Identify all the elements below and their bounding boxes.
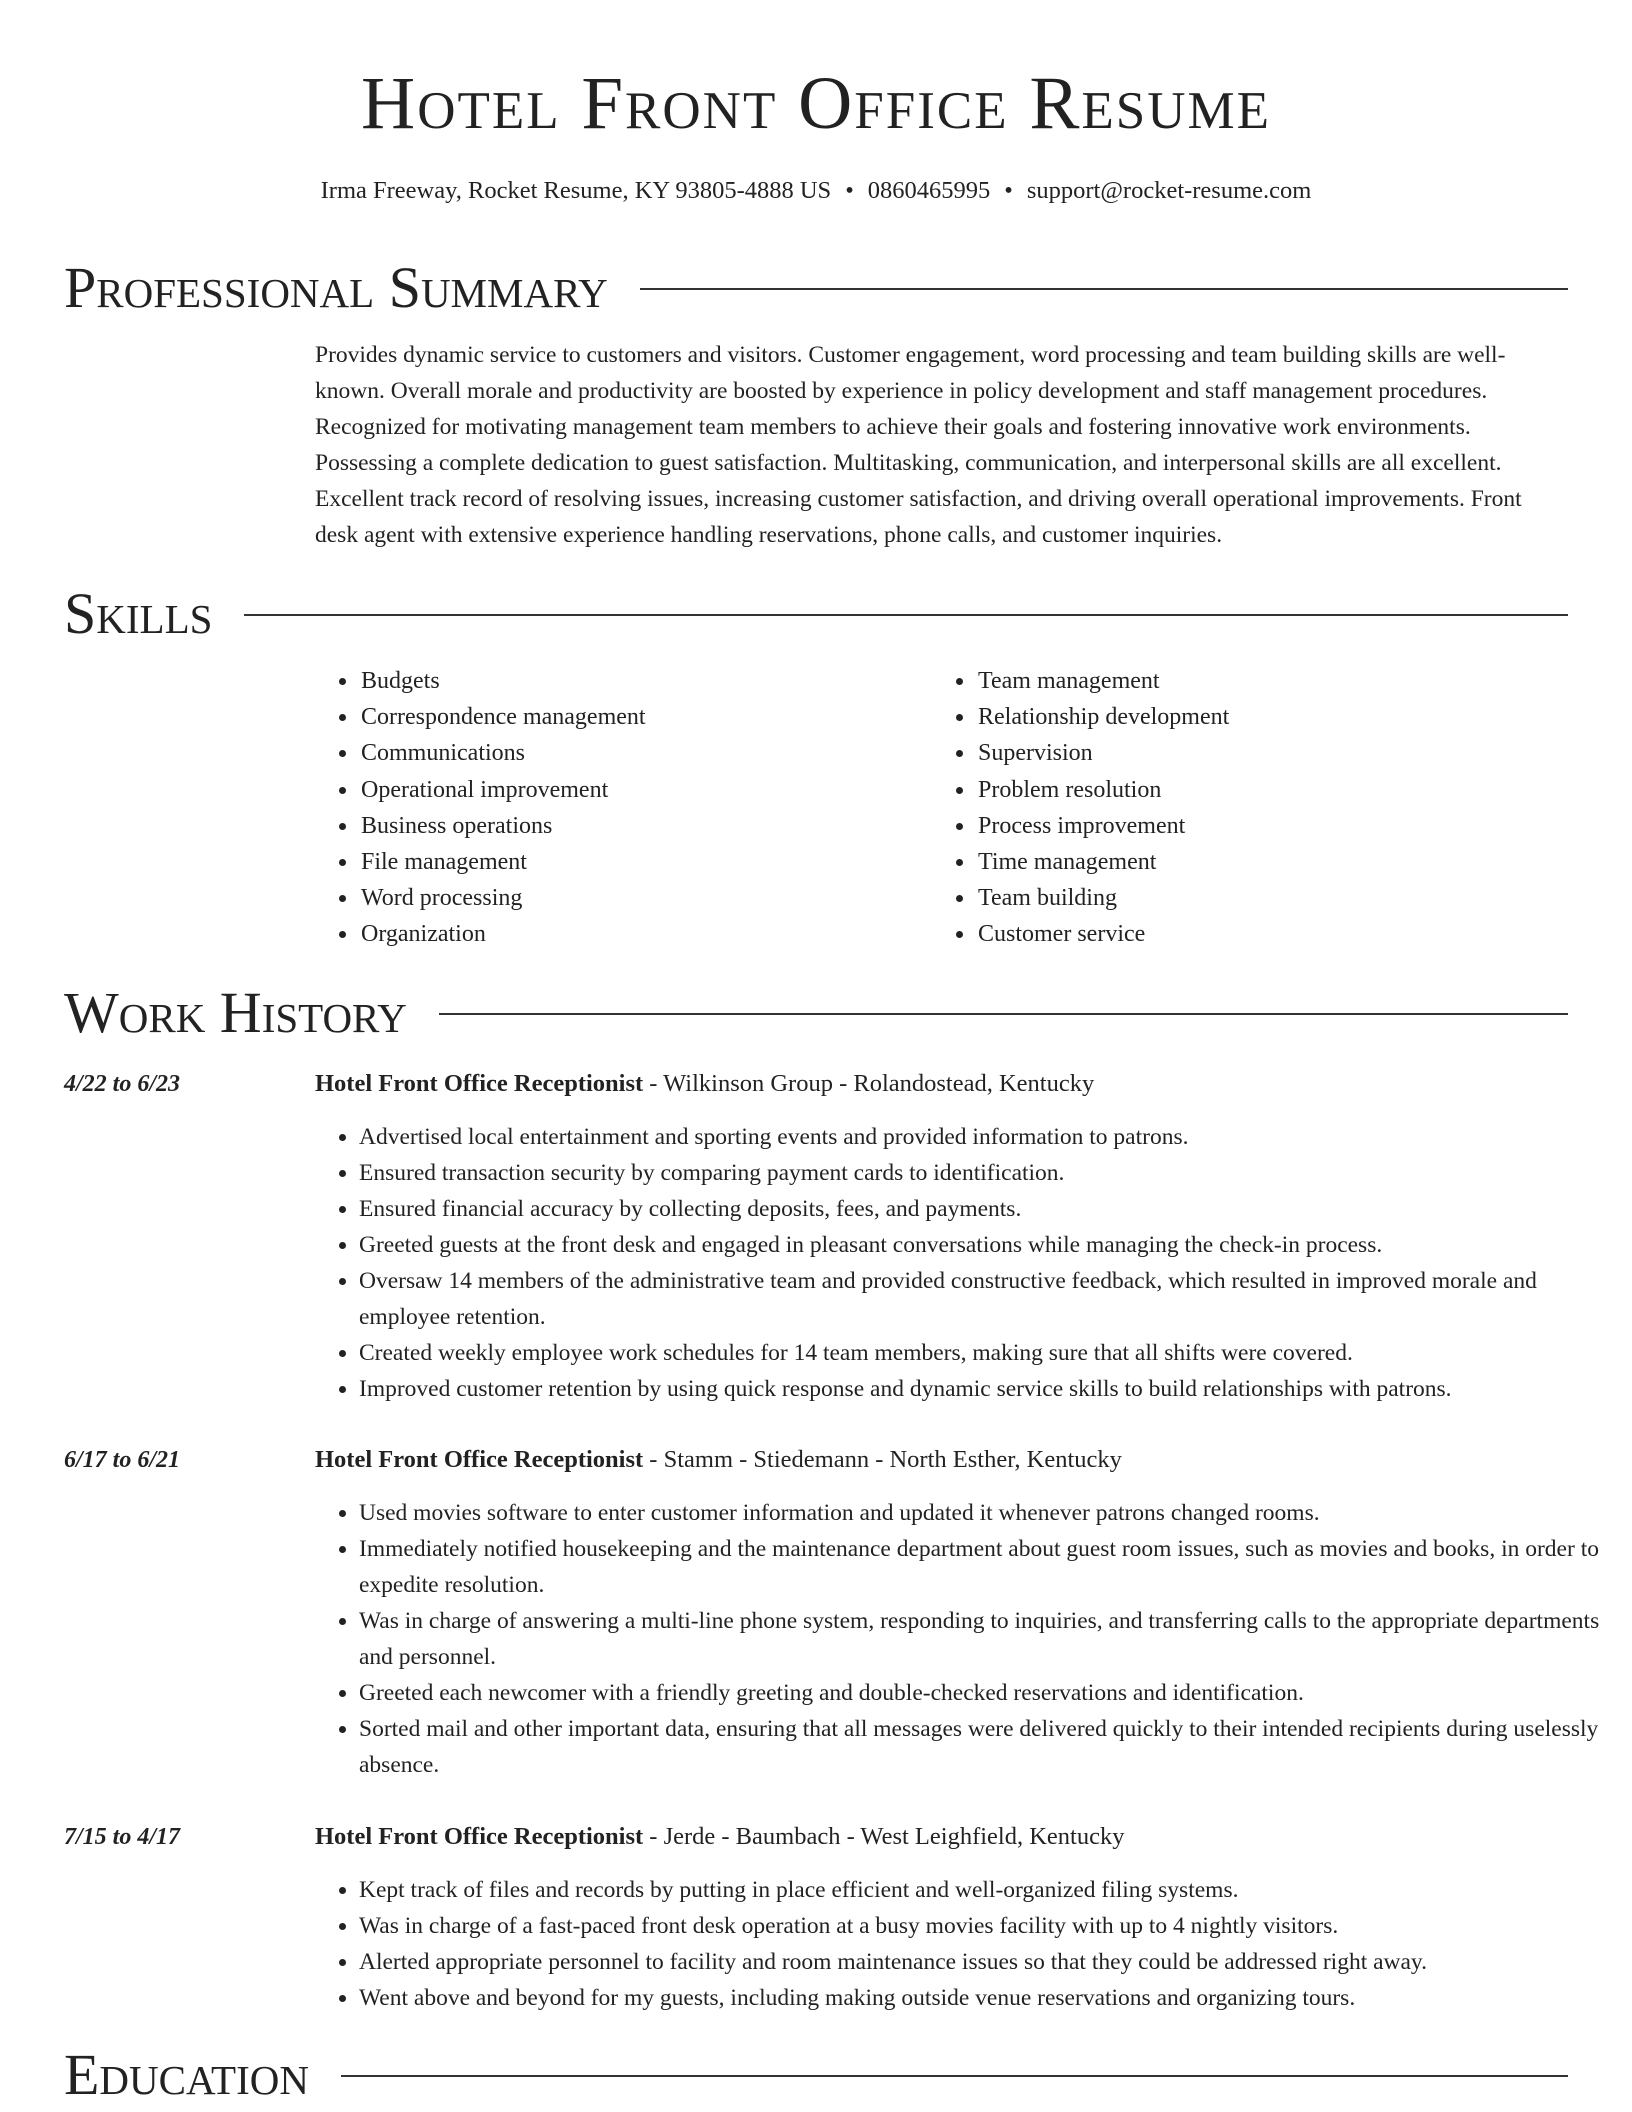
skill-item: • Problem resolution bbox=[976, 772, 1576, 808]
skill-item: • Operational improvement bbox=[359, 772, 919, 808]
section-rule bbox=[341, 2075, 1568, 2077]
section-header-skills bbox=[64, 582, 1568, 646]
section-header-summary bbox=[64, 256, 1568, 320]
job-dates: 7/15 to 4/17 bbox=[64, 1824, 181, 1850]
skill-item: • Supervision bbox=[976, 735, 1576, 771]
section-title: Work History bbox=[64, 980, 407, 1045]
section-rule bbox=[640, 288, 1568, 290]
skill-item: • Time management bbox=[976, 844, 1576, 880]
skills-list-left bbox=[315, 663, 919, 953]
job-bullet: • Greeted each newcomer with a friendly greeting and double-checked reservations and identification. bbox=[359, 1675, 1612, 1711]
job-bullet: • Was in charge of a fast-paced front desk operation at a busy movies facility with up to 4 nightly visitors. bbox=[359, 1908, 1612, 1944]
page-title: Hotel Front Office Resume bbox=[361, 62, 1271, 145]
skill-item: • Budgets bbox=[359, 663, 919, 699]
job-bullet: • Advertised local entertainment and sporting events and provided information to patrons. bbox=[359, 1119, 1612, 1155]
job-bullet: • Greeted guests at the front desk and engaged in pleasant conversations while managing the check-in process. bbox=[359, 1227, 1612, 1263]
section-header-education bbox=[64, 2043, 1568, 2107]
skill-item: • Relationship development bbox=[976, 699, 1576, 735]
skill-item: • Team management bbox=[976, 663, 1576, 699]
skills-list-right bbox=[932, 663, 1576, 953]
job-heading bbox=[315, 1069, 1094, 1099]
email: support@rocket-resume.com bbox=[1026, 177, 1312, 204]
section-rule bbox=[439, 1013, 1568, 1015]
job-bullet: • Kept track of files and records by putting in place efficient and well-organized filing systems. bbox=[359, 1872, 1612, 1908]
job-bullet: • Went above and beyond for my guests, including making outside venue reservations and organizing tours. bbox=[359, 1980, 1612, 2016]
section-title: Education bbox=[64, 2042, 309, 2107]
job-title: Hotel Front Office Receptionist bbox=[315, 1823, 644, 1850]
skill-item: • Customer service bbox=[976, 916, 1576, 952]
job-bullets bbox=[315, 1495, 1612, 1783]
job-dates: 6/17 to 6/21 bbox=[64, 1447, 181, 1473]
job-bullets bbox=[315, 1872, 1612, 2016]
job-heading bbox=[315, 1822, 1124, 1852]
section-rule bbox=[244, 614, 1568, 616]
skill-item: • Team building bbox=[976, 880, 1576, 916]
summary-text: Provides dynamic service to customers and visitors. Customer engagement, word processing and team building skills are well-known. Overall morale and productivity are boosted by experience in policy development and staff management procedures. Recognized for motivating management team members to achieve their goals and fostering innovative work environments. Possessing a complete dedication to guest satisfaction. Multitasking, communication, and interpersonal skills are all excellent. Excellent track record of resolving issues, increasing customer satisfaction, and driving overall operational improvements. Front desk agent with extensive experience handling reservations, phone calls, and customer inquiries. bbox=[315, 342, 1522, 548]
address: Irma Freeway, Rocket Resume, KY 93805-4888 US bbox=[320, 177, 832, 204]
job-employer: - Jerde - Baumbach - West Leighfield, Kentucky bbox=[643, 1823, 1125, 1850]
job-employer: - Wilkinson Group - Rolandostead, Kentucky bbox=[643, 1070, 1095, 1097]
job-bullet: • Used movies software to enter customer information and updated it whenever patrons changed rooms. bbox=[359, 1495, 1612, 1531]
job-bullet: • Improved customer retention by using quick response and dynamic service skills to build relationships with patrons. bbox=[359, 1371, 1612, 1407]
job-bullet: • Ensured transaction security by comparing payment cards to identification. bbox=[359, 1155, 1612, 1191]
job-bullet: • Created weekly employee work schedules for 14 team members, making sure that all shifts were covered. bbox=[359, 1335, 1612, 1371]
job-employer: - Stamm - Stiedemann - North Esther, Kentucky bbox=[643, 1446, 1122, 1473]
job-bullet: • Ensured financial accuracy by collecting deposits, fees, and payments. bbox=[359, 1191, 1612, 1227]
job-bullet: • Sorted mail and other important data, ensuring that all messages were delivered quickly to their intended recipients during uselessly absence. bbox=[359, 1711, 1612, 1783]
job-title: Hotel Front Office Receptionist bbox=[315, 1446, 644, 1473]
skill-item: • Business operations bbox=[359, 808, 919, 844]
job-bullet: • Immediately notified housekeeping and the maintenance department about guest room issues, such as movies and books, in order to expedite resolution. bbox=[359, 1531, 1612, 1603]
phone: 0860465995 bbox=[867, 177, 991, 204]
skill-item: • Word processing bbox=[359, 880, 919, 916]
skill-item: • Communications bbox=[359, 735, 919, 771]
skill-item: • Organization bbox=[359, 916, 919, 952]
job-dates: 4/22 to 6/23 bbox=[64, 1071, 181, 1097]
section-header-work-history bbox=[64, 981, 1568, 1045]
separator: • bbox=[845, 177, 854, 204]
job-bullet: • Was in charge of answering a multi-line phone system, responding to inquiries, and transferring calls to the appropriate departments and personnel. bbox=[359, 1603, 1612, 1675]
section-title: Professional Summary bbox=[64, 255, 608, 320]
job-title: Hotel Front Office Receptionist bbox=[315, 1070, 644, 1097]
separator: • bbox=[1004, 177, 1013, 204]
job-bullet: • Alerted appropriate personnel to facility and room maintenance issues so that they could be addressed right away. bbox=[359, 1944, 1612, 1980]
section-title: Skills bbox=[64, 581, 213, 646]
skill-item: • File management bbox=[359, 844, 919, 880]
contact-line bbox=[0, 176, 1632, 206]
skill-item: • Correspondence management bbox=[359, 699, 919, 735]
job-heading bbox=[315, 1445, 1122, 1475]
job-bullets bbox=[315, 1119, 1612, 1407]
skill-item: • Process improvement bbox=[976, 808, 1576, 844]
job-bullet: • Oversaw 14 members of the administrative team and provided constructive feedback, which resulted in improved morale and employee retention. bbox=[359, 1263, 1612, 1335]
